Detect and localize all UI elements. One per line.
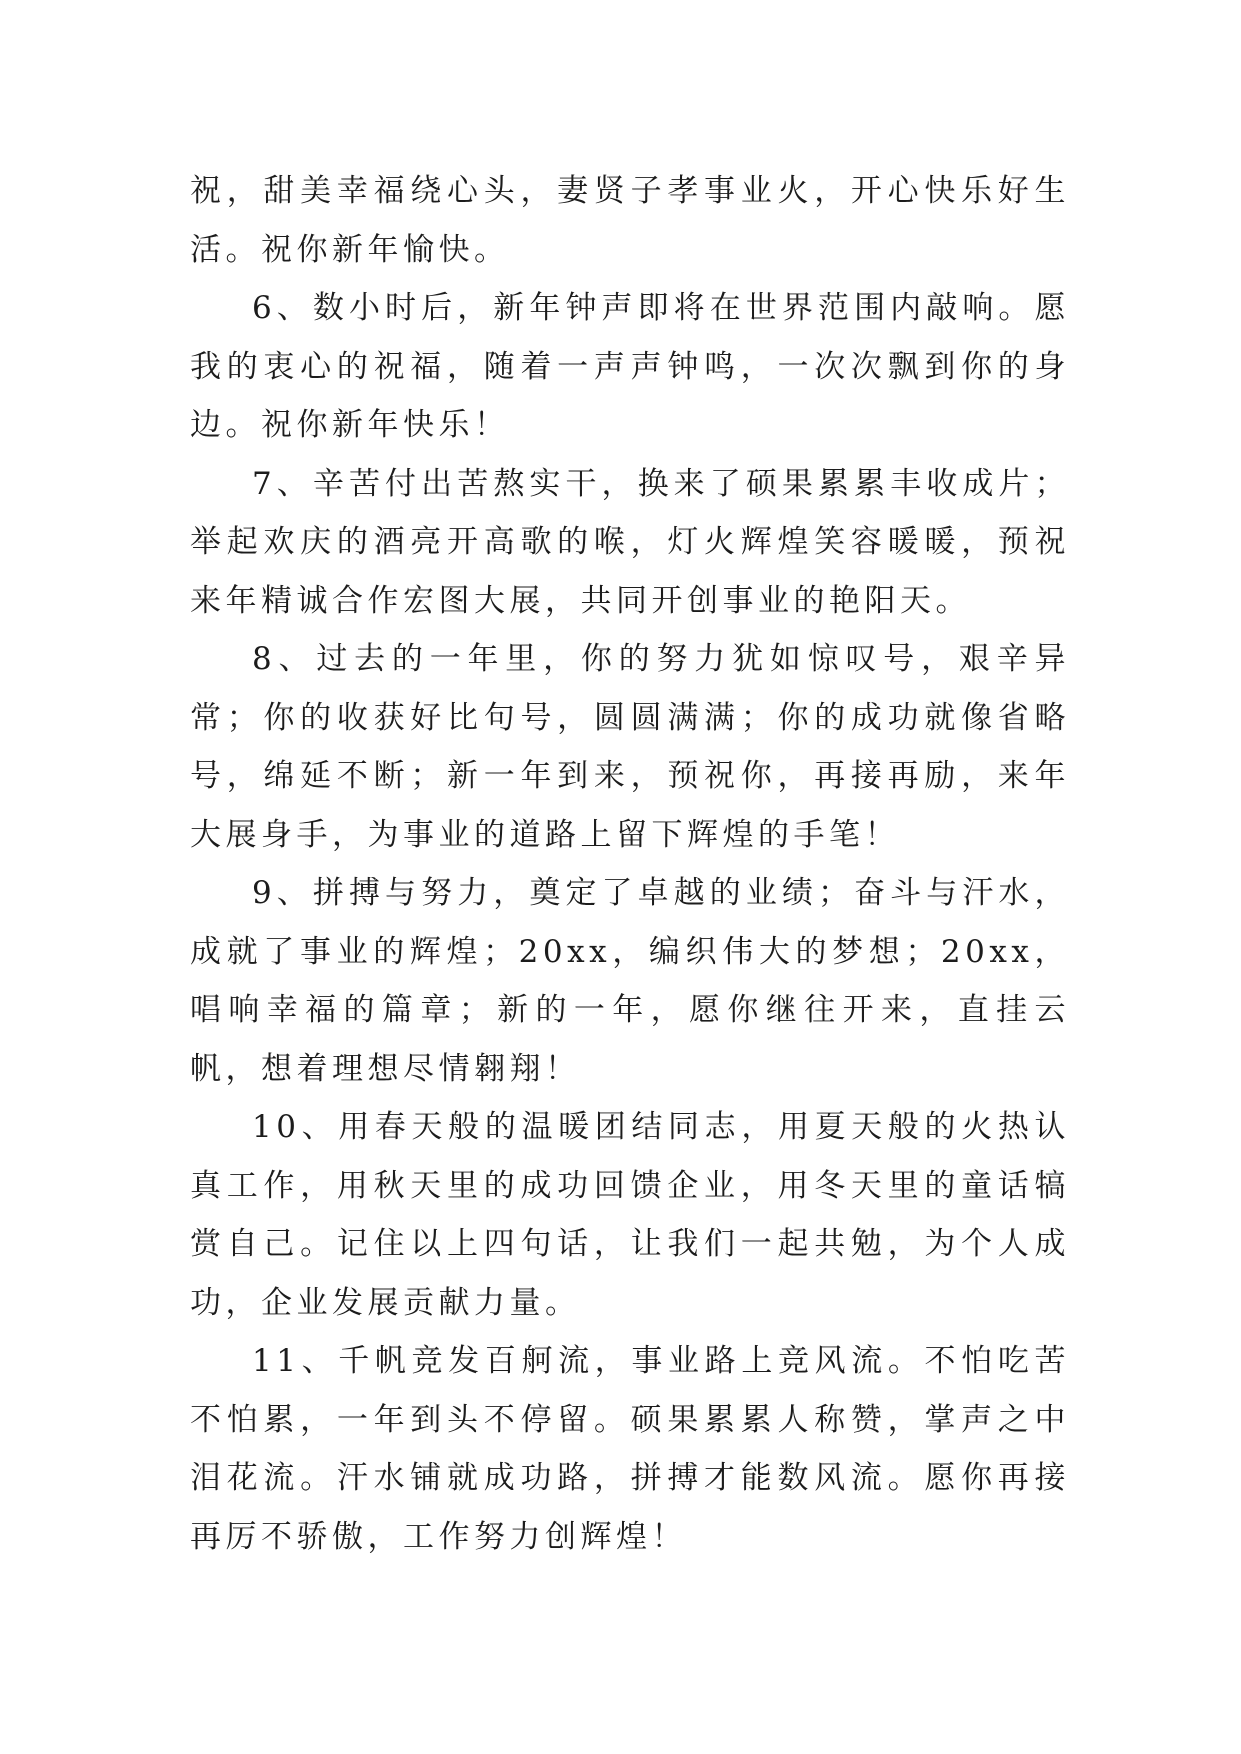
paragraph-7: 7、辛苦付出苦熬实干，换来了硕果累累丰收成片；举起欢庆的酒亮开高歌的喉，灯火辉煌笑容暖暖，预祝来年精诚合作宏图大展，共同开创事业的艳阳天。 [190,465,1070,619]
paragraph-continuation: 祝，甜美幸福绕心头，妻贤子孝事业火，开心快乐好生活。祝你新年愉快。 [190,173,1070,268]
paragraph-9: 9、拼搏与努力，奠定了卓越的业绩；奋斗与汗水，成就了事业的辉煌；20xx，编织伟大的梦想；20xx，唱响幸福的篇章；新的一年，愿你继往开来，直挂云帆，想着理想尽情翱翔！ [190,875,1070,1087]
paragraph-8: 8、过去的一年里，你的努力犹如惊叹号，艰辛异常；你的收获好比句号，圆圆满满；你的成功就像省略号，绵延不断；新一年到来，预祝你，再接再励，来年大展身手，为事业的道路上留下辉煌的手笔！ [190,641,1070,853]
paragraph-11: 11、千帆竞发百舸流，事业路上竞风流。不怕吃苦不怕累，一年到头不停留。硕果累累人称赞，掌声之中泪花流。汗水铺就成功路，拼搏才能数风流。愿你再接再厉不骄傲，工作努力创辉煌！ [190,1343,1070,1555]
document-body [190,162,1070,1566]
paragraph-10: 10、用春天般的温暖团结同志，用夏天般的火热认真工作，用秋天里的成功回馈企业，用冬天里的童话犒赏自己。记住以上四句话，让我们一起共勉，为个人成功，企业发展贡献力量。 [190,1109,1070,1321]
paragraph-6: 6、数小时后，新年钟声即将在世界范围内敲响。愿我的衷心的祝福，随着一声声钟鸣，一次次飘到你的身边。祝你新年快乐！ [190,290,1070,443]
